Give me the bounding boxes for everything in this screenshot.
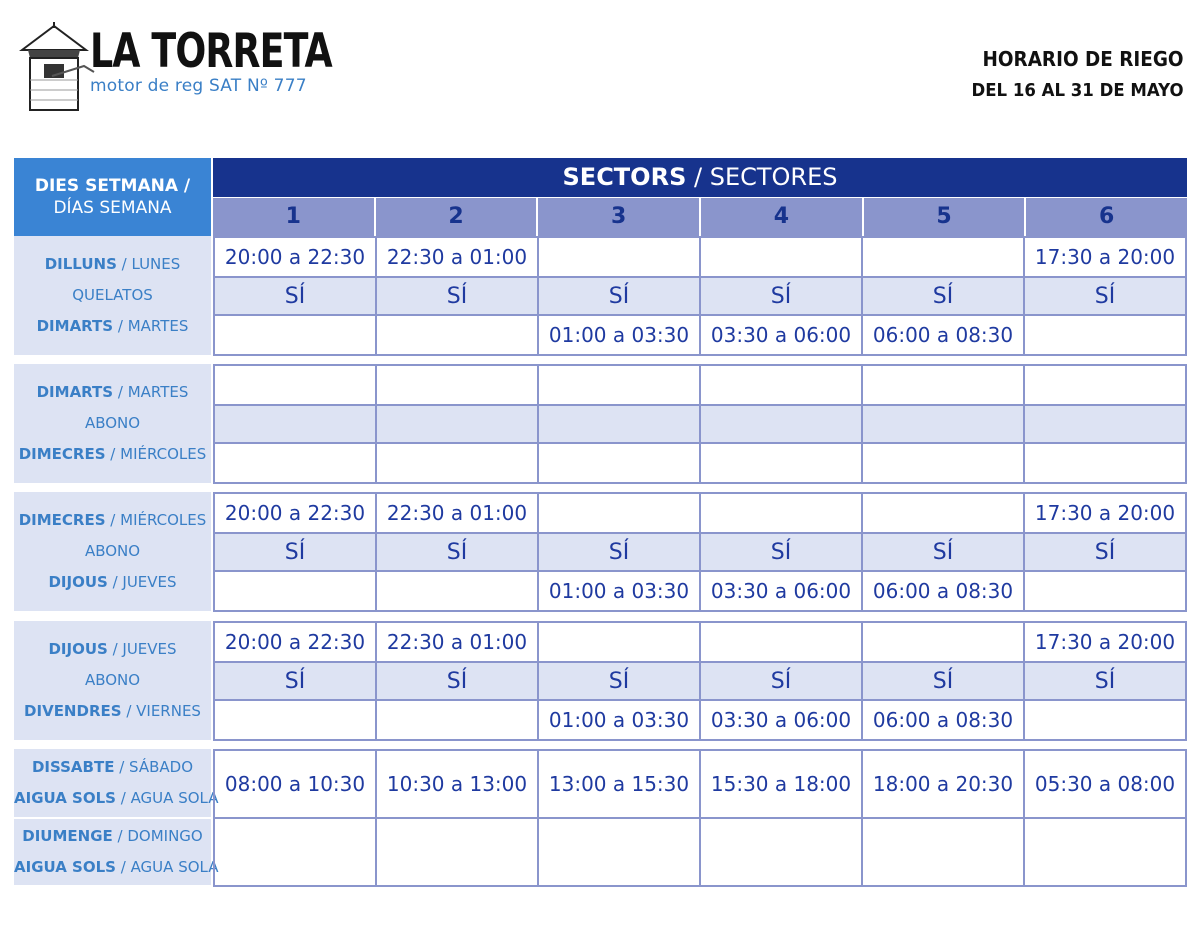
schedule-cell — [539, 494, 701, 534]
schedule-cell — [215, 572, 377, 612]
day-label-separator: / — [107, 573, 123, 591]
block-day-labels — [14, 621, 211, 740]
schedule-cell: SÍ — [1025, 534, 1187, 572]
schedule-cell: SÍ — [1025, 663, 1187, 701]
page-title: HORARIO DE RIEGO — [982, 47, 1184, 71]
schedule-cell — [377, 444, 539, 484]
schedule-cell: 20:00 a 22:30 — [215, 623, 377, 663]
day-label-catalan: DIUMENGE — [22, 827, 113, 845]
schedule-cell: 06:00 a 08:30 — [863, 572, 1025, 612]
schedule-cell: SÍ — [377, 534, 539, 572]
schedule-cell — [1025, 366, 1187, 406]
schedule-cell: 22:30 a 01:00 — [377, 494, 539, 534]
schedule-cell: SÍ — [863, 278, 1025, 316]
day-label-spanish: JUEVES — [122, 640, 177, 658]
block-schedule-grid — [213, 236, 1187, 356]
day-label-catalan: DIMARTS — [36, 383, 114, 401]
sunday-cell — [539, 819, 701, 887]
schedule-cell — [539, 623, 701, 663]
schedule-cell — [701, 406, 863, 444]
schedule-cell — [701, 238, 863, 278]
saturday-cell: 05:30 a 08:00 — [1025, 751, 1187, 819]
schedule-cell: SÍ — [863, 663, 1025, 701]
page-subtitle: DEL 16 AL 31 DE MAYO — [971, 80, 1184, 101]
schedule-cell — [539, 444, 701, 484]
day-label-b1-2 — [14, 439, 211, 470]
schedule-cell: 06:00 a 08:30 — [863, 701, 1025, 741]
block-schedule-grid — [213, 621, 1187, 741]
schedule-cell — [539, 238, 701, 278]
schedule-cell — [1025, 316, 1187, 356]
day-label-b2-0 — [14, 505, 211, 536]
schedule-cell: 01:00 a 03:30 — [539, 701, 701, 741]
block-schedule-grid — [213, 364, 1187, 484]
schedule-cell — [1025, 444, 1187, 484]
schedule-cell: SÍ — [863, 534, 1025, 572]
sectors-header-catalan: SECTORS — [562, 163, 687, 191]
schedule-cell: 03:30 a 06:00 — [701, 316, 863, 356]
day-label-spanish: MARTES — [127, 317, 189, 335]
sector-number-3: 3 — [536, 198, 699, 236]
day-label-catalan: DIJOUS — [48, 573, 108, 591]
days-header-catalan: DIES SETMANA / — [34, 176, 191, 196]
day-label-b2-1 — [14, 536, 211, 567]
sector-number-1: 1 — [213, 198, 374, 236]
schedule-cell: 22:30 a 01:00 — [377, 238, 539, 278]
day-label-b0-1 — [14, 280, 211, 311]
day-label-catalan: DISSABTE — [31, 758, 115, 776]
schedule-cell — [701, 494, 863, 534]
weekend-schedule-grid — [213, 749, 1187, 887]
day-label-sat-1 — [14, 783, 219, 814]
day-label-separator: / — [105, 511, 121, 529]
schedule-cell: 17:30 a 20:00 — [1025, 623, 1187, 663]
sunday-cell — [377, 819, 539, 887]
schedule-cell — [701, 366, 863, 406]
saturday-cell: 10:30 a 13:00 — [377, 751, 539, 819]
day-label-catalan: AIGUA SOLS — [14, 858, 116, 876]
schedule-cell — [701, 444, 863, 484]
schedule-cell — [539, 406, 701, 444]
schedule-cell: SÍ — [701, 663, 863, 701]
block-day-labels — [14, 236, 211, 355]
day-label-separator: / — [116, 255, 132, 273]
schedule-cell — [377, 366, 539, 406]
schedule-cell — [215, 701, 377, 741]
day-label-b3-2 — [14, 696, 211, 727]
day-label-b1-1 — [14, 408, 211, 439]
saturday-cell: 13:00 a 15:30 — [539, 751, 701, 819]
day-label-spanish: MARTES — [127, 383, 189, 401]
schedule-cell: SÍ — [539, 278, 701, 316]
schedule-cell: SÍ — [215, 278, 377, 316]
schedule-cell: 03:30 a 06:00 — [701, 701, 863, 741]
block-day-labels — [14, 364, 211, 483]
schedule-cell — [377, 406, 539, 444]
day-label-separator: / — [107, 640, 123, 658]
schedule-cell: SÍ — [539, 534, 701, 572]
schedule-cell: SÍ — [215, 663, 377, 701]
sector-number-6: 6 — [1024, 198, 1187, 236]
schedule-cell — [377, 316, 539, 356]
day-label-spanish: MIÉRCOLES — [120, 511, 207, 529]
schedule-cell — [1025, 572, 1187, 612]
schedule-cell: SÍ — [1025, 278, 1187, 316]
day-label-spanish: JUEVES — [122, 573, 177, 591]
schedule-cell — [701, 623, 863, 663]
saturday-cell: 15:30 a 18:00 — [701, 751, 863, 819]
saturday-cell: 08:00 a 10:30 — [215, 751, 377, 819]
sunday-cell — [1025, 819, 1187, 887]
sunday-labels — [14, 819, 219, 885]
day-label-sun-0 — [14, 821, 211, 852]
schedule-cell — [1025, 406, 1187, 444]
sector-number-4: 4 — [699, 198, 862, 236]
schedule-cell — [215, 366, 377, 406]
sector-number-2: 2 — [374, 198, 537, 236]
schedule-cell: SÍ — [215, 534, 377, 572]
schedule-cell: SÍ — [701, 278, 863, 316]
day-label-spanish: ABONO — [84, 542, 141, 560]
schedule-cell — [215, 316, 377, 356]
sectors-header-separator: / — [686, 163, 710, 191]
block-day-labels — [14, 492, 211, 611]
saturday-cell: 18:00 a 20:30 — [863, 751, 1025, 819]
schedule-cell — [863, 444, 1025, 484]
day-label-catalan: DILLUNS — [44, 255, 117, 273]
brand-subtitle: motor de reg SAT Nº 777 — [90, 76, 307, 96]
schedule-cell: 06:00 a 08:30 — [863, 316, 1025, 356]
day-label-separator: / — [113, 383, 128, 401]
schedule-cell: 17:30 a 20:00 — [1025, 494, 1187, 534]
day-label-separator: / — [112, 827, 128, 845]
schedule-cell: SÍ — [701, 534, 863, 572]
day-label-spanish: MIÉRCOLES — [120, 445, 207, 463]
schedule-cell — [377, 701, 539, 741]
day-label-sun-1 — [14, 852, 219, 883]
schedule-cell — [863, 406, 1025, 444]
sector-number-row — [213, 198, 1187, 236]
schedule-cell — [539, 366, 701, 406]
day-label-spanish: ABONO — [84, 414, 141, 432]
sunday-cell — [863, 819, 1025, 887]
schedule-cell: SÍ — [539, 663, 701, 701]
day-label-separator: / — [114, 758, 130, 776]
day-label-catalan: DIMARTS — [36, 317, 114, 335]
day-label-separator: / — [113, 317, 128, 335]
day-label-b2-2 — [14, 567, 211, 598]
day-label-separator: / — [121, 702, 137, 720]
day-label-b1-0 — [14, 377, 211, 408]
day-label-spanish: ABONO — [84, 671, 141, 689]
day-label-catalan: DIMECRES — [18, 445, 106, 463]
sunday-cell — [701, 819, 863, 887]
schedule-cell: 01:00 a 03:30 — [539, 572, 701, 612]
schedule-cell — [863, 623, 1025, 663]
day-label-catalan: DIMECRES — [18, 511, 106, 529]
day-label-b0-2 — [14, 311, 211, 342]
sector-number-5: 5 — [862, 198, 1025, 236]
schedule-cell: 22:30 a 01:00 — [377, 623, 539, 663]
day-label-spanish: AGUA SOLA — [130, 858, 219, 876]
schedule-cell — [863, 366, 1025, 406]
day-label-b3-1 — [14, 665, 211, 696]
day-label-spanish: DOMINGO — [127, 827, 203, 845]
days-header-spanish: DÍAS SEMANA — [53, 198, 172, 218]
saturday-labels — [14, 749, 219, 817]
schedule-cell — [1025, 701, 1187, 741]
sunday-cell — [215, 819, 377, 887]
schedule-cell: SÍ — [377, 663, 539, 701]
day-label-catalan: DIVENDRES — [24, 702, 122, 720]
schedule-cell: 17:30 a 20:00 — [1025, 238, 1187, 278]
day-label-catalan: AIGUA SOLS — [14, 789, 116, 807]
schedule-cell — [215, 444, 377, 484]
day-label-spanish: AGUA SOLA — [130, 789, 219, 807]
schedule-cell: 01:00 a 03:30 — [539, 316, 701, 356]
day-label-spanish: SÁBADO — [129, 758, 194, 776]
schedule-cell: 20:00 a 22:30 — [215, 238, 377, 278]
schedule-cell: 03:30 a 06:00 — [701, 572, 863, 612]
day-label-separator: / — [115, 789, 131, 807]
day-label-separator: / — [105, 445, 121, 463]
sectors-header-spanish: SECTORES — [709, 163, 838, 191]
sectors-header — [213, 158, 1187, 197]
brand-name: LA TORRETA — [90, 24, 332, 79]
day-label-separator: / — [115, 858, 131, 876]
day-label-spanish: VIERNES — [136, 702, 201, 720]
day-label-b3-0 — [14, 634, 211, 665]
day-label-spanish: QUELATOS — [72, 286, 153, 304]
days-column-header — [14, 158, 211, 236]
schedule-cell — [863, 494, 1025, 534]
schedule-cell: SÍ — [377, 278, 539, 316]
day-label-catalan: DIJOUS — [48, 640, 108, 658]
schedule-cell — [215, 406, 377, 444]
schedule-cell: 20:00 a 22:30 — [215, 494, 377, 534]
schedule-cell — [863, 238, 1025, 278]
schedule-cell — [377, 572, 539, 612]
block-schedule-grid — [213, 492, 1187, 612]
day-label-spanish: LUNES — [131, 255, 181, 273]
day-label-b0-0 — [14, 249, 211, 280]
day-label-sat-0 — [14, 752, 211, 783]
